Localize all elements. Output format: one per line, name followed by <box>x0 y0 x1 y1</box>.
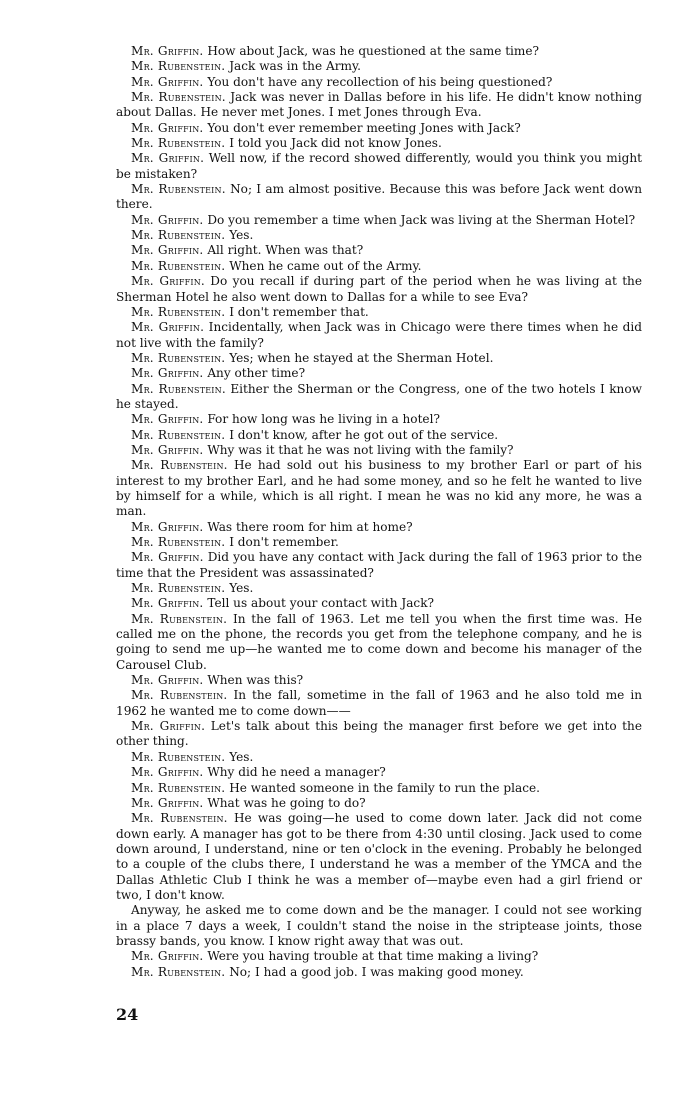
speech-text: Were you having trouble at that time making a living? <box>207 949 539 964</box>
speech-text: I don't remember that. <box>229 304 369 319</box>
speaker-name: Mr. Griffin. <box>131 151 205 166</box>
testimony-paragraph <box>116 965 642 980</box>
testimony-paragraph <box>116 811 642 903</box>
testimony-paragraph <box>116 458 642 519</box>
speech-text: You don't have any recollection of his being questioned? <box>207 74 553 89</box>
speaker-name: Mr. Rubenstein. <box>131 964 226 979</box>
speech-text: Yes. <box>229 228 254 243</box>
speaker-name: Mr. Griffin. <box>131 519 204 534</box>
speaker-name: Mr. Rubenstein. <box>131 136 226 151</box>
speech-text: When was this? <box>207 673 304 688</box>
speech-text: Was there room for him at home? <box>207 519 413 534</box>
page-number: 24 <box>116 1005 139 1024</box>
speaker-name: Mr. Rubenstein. <box>131 304 226 319</box>
speech-text: Did you have any contact with Jack during the fall of 1963 prior to the time that the President was assassinated? <box>116 550 642 580</box>
testimony-paragraph <box>116 213 642 228</box>
speaker-name: Mr. Rubenstein. <box>131 688 228 703</box>
testimony-paragraph <box>116 673 642 688</box>
testimony-paragraph <box>116 320 642 351</box>
speech-text: In the fall, sometime in the fall of 1963 and he also told me in 1962 he wanted me to come down—— <box>116 688 642 718</box>
testimony-paragraph <box>116 243 642 258</box>
testimony-paragraph <box>116 535 642 550</box>
speech-text: For how long was he living in a hotel? <box>207 412 440 427</box>
testimony-paragraph <box>116 903 642 949</box>
testimony-paragraph <box>116 351 642 366</box>
testimony-paragraph <box>116 259 642 274</box>
speaker-name: Mr. Rubenstein. <box>131 581 226 596</box>
speaker-name: Mr. Griffin. <box>131 673 204 688</box>
testimony-paragraph <box>116 121 642 136</box>
speech-text: All right. When was that? <box>207 243 364 258</box>
testimony-paragraph <box>116 75 642 90</box>
speech-text: Let's talk about this being the manager first before we get into the other thing. <box>116 719 642 749</box>
speaker-name: Mr. Griffin. <box>131 212 204 227</box>
testimony-paragraph <box>116 182 642 213</box>
speech-text: Tell us about your contact with Jack? <box>207 596 435 611</box>
speech-text: Do you recall if during part of the period when he was living at the Sherman Hotel he also went down to Dallas for a while to see Eva? <box>116 274 642 304</box>
speaker-name: Mr. Rubenstein. <box>131 458 228 473</box>
speech-text: He had sold out his business to my brother Earl or part of his interest to my brother Earl, and he had some money, and so he felt he wanted to live by himself for a while, which is all right. I mean he was no kid any more, he was a man. <box>116 458 642 519</box>
speaker-name: Mr. Rubenstein. <box>131 427 226 442</box>
testimony-paragraph <box>116 90 642 121</box>
speech-text: No; I am almost positive. Because this was before Jack went down there. <box>116 182 642 212</box>
speech-text: I told you Jack did not know Jones. <box>229 136 442 151</box>
speaker-name: Mr. Rubenstein. <box>131 749 226 764</box>
speaker-name: Mr. Rubenstein. <box>131 350 226 365</box>
testimony-paragraph <box>116 596 642 611</box>
testimony-paragraph <box>116 612 642 673</box>
testimony-paragraph <box>116 796 642 811</box>
testimony-paragraph <box>116 581 642 596</box>
testimony-paragraph <box>116 59 642 74</box>
testimony-paragraph <box>116 274 642 305</box>
speech-text: You don't ever remember meeting Jones with Jack? <box>207 120 521 135</box>
speech-text: Yes; when he stayed at the Sherman Hotel. <box>229 350 494 365</box>
speaker-name: Mr. Rubenstein. <box>131 381 226 396</box>
speech-text: What was he going to do? <box>207 795 366 810</box>
speaker-name: Mr. Griffin. <box>131 320 205 335</box>
testimony-paragraph <box>116 136 642 151</box>
speech-text: He was going—he used to come down later. Jack did not come down early. A manager has got to be there from 4:30 until closing. Jack used to come down around, I understand, nine or ten o'clock in the evening. Probably he belonged to a couple of the clubs there, I understand he was a member of the YMCA and the Dallas Athletic Club I think he was a member of—maybe even had a girl friend or two, I don't know. <box>116 811 642 902</box>
speech-text: In the fall of 1963. Let me tell you when the first time was. He called me on the phone, the records you get from the telephone company, and he is going to send me up—he wanted me to come down and become his manager of the Carousel Club. <box>116 611 642 672</box>
speaker-name: Mr. Griffin. <box>131 795 204 810</box>
speaker-name: Mr. Rubenstein. <box>131 535 226 549</box>
testimony-paragraph <box>116 151 642 182</box>
speaker-name: Mr. Rubenstein. <box>131 258 226 273</box>
speaker-name: Mr. Griffin. <box>131 719 206 734</box>
speech-text: Why did he need a manager? <box>207 765 386 780</box>
testimony-paragraph <box>116 781 642 796</box>
speech-text: Yes. <box>229 749 254 764</box>
speaker-name: Mr. Griffin. <box>131 949 204 964</box>
speech-text: Jack was in the Army. <box>229 59 362 74</box>
speaker-name: Mr. Rubenstein. <box>131 611 228 626</box>
speaker-name: Mr. Griffin. <box>131 596 204 611</box>
speaker-name: Mr. Griffin. <box>131 44 204 58</box>
speech-text: Why was it that he was not living with the family? <box>207 442 514 457</box>
speech-text: Yes. <box>229 581 254 596</box>
speaker-name: Mr. Griffin. <box>131 243 204 258</box>
speaker-name: Mr. Rubenstein. <box>131 90 226 105</box>
speaker-name: Mr. Griffin. <box>131 765 204 780</box>
speech-text: When he came out of the Army. <box>229 258 422 273</box>
speech-text: I don't know, after he got out of the service. <box>229 427 499 442</box>
speech-text: Either the Sherman or the Congress, one of the two hotels I know he stayed. <box>116 381 642 411</box>
speech-text: Any other time? <box>207 366 306 381</box>
testimony-paragraph <box>116 765 642 780</box>
speech-text: Incidentally, when Jack was in Chicago were there times when he did not live with the family? <box>116 320 642 350</box>
speech-text: I don't remember. <box>229 535 339 549</box>
testimony-paragraph <box>116 719 642 750</box>
testimony-paragraph <box>116 750 642 765</box>
speaker-name: Mr. Rubenstein. <box>131 811 228 826</box>
speaker-name: Mr. Griffin. <box>131 550 204 565</box>
testimony-paragraph <box>116 949 642 964</box>
speech-text: Anyway, he asked me to come down and be the manager. I could not see working in a place 7 days a week, I couldn't stand the noise in the striptease joints, those brassy bands, you know. I know right away that was out. <box>116 903 642 948</box>
testimony-paragraph <box>116 428 642 443</box>
testimony-paragraph <box>116 228 642 243</box>
speech-text: Jack was never in Dallas before in his life. He didn't know nothing about Dallas. He never met Jones. I met Jones through Eva. <box>116 90 642 120</box>
testimony-paragraph <box>116 443 642 458</box>
speaker-name: Mr. Griffin. <box>131 120 204 135</box>
testimony-text <box>116 44 642 980</box>
testimony-paragraph <box>116 366 642 381</box>
speech-text: How about Jack, was he questioned at the same time? <box>207 44 540 58</box>
speaker-name: Mr. Griffin. <box>131 74 204 89</box>
speaker-name: Mr. Rubenstein. <box>131 780 226 795</box>
speech-text: No; I had a good job. I was making good money. <box>229 964 524 979</box>
testimony-paragraph <box>116 412 642 427</box>
speech-text: He wanted someone in the family to run the place. <box>229 780 541 795</box>
testimony-paragraph <box>116 305 642 320</box>
speaker-name: Mr. Rubenstein. <box>131 182 226 197</box>
speech-text: Do you remember a time when Jack was living at the Sherman Hotel? <box>207 212 636 227</box>
speaker-name: Mr. Griffin. <box>131 366 204 381</box>
testimony-paragraph <box>116 550 642 581</box>
speaker-name: Mr. Rubenstein. <box>131 59 226 74</box>
testimony-paragraph <box>116 520 642 535</box>
speaker-name: Mr. Griffin. <box>131 274 205 289</box>
speaker-name: Mr. Griffin. <box>131 442 204 457</box>
testimony-paragraph <box>116 688 642 719</box>
speaker-name: Mr. Rubenstein. <box>131 228 226 243</box>
testimony-paragraph <box>116 382 642 413</box>
speech-text: Well now, if the record showed differently, would you think you might be mistaken? <box>116 151 642 181</box>
speaker-name: Mr. Griffin. <box>131 412 204 427</box>
testimony-paragraph <box>116 44 642 59</box>
